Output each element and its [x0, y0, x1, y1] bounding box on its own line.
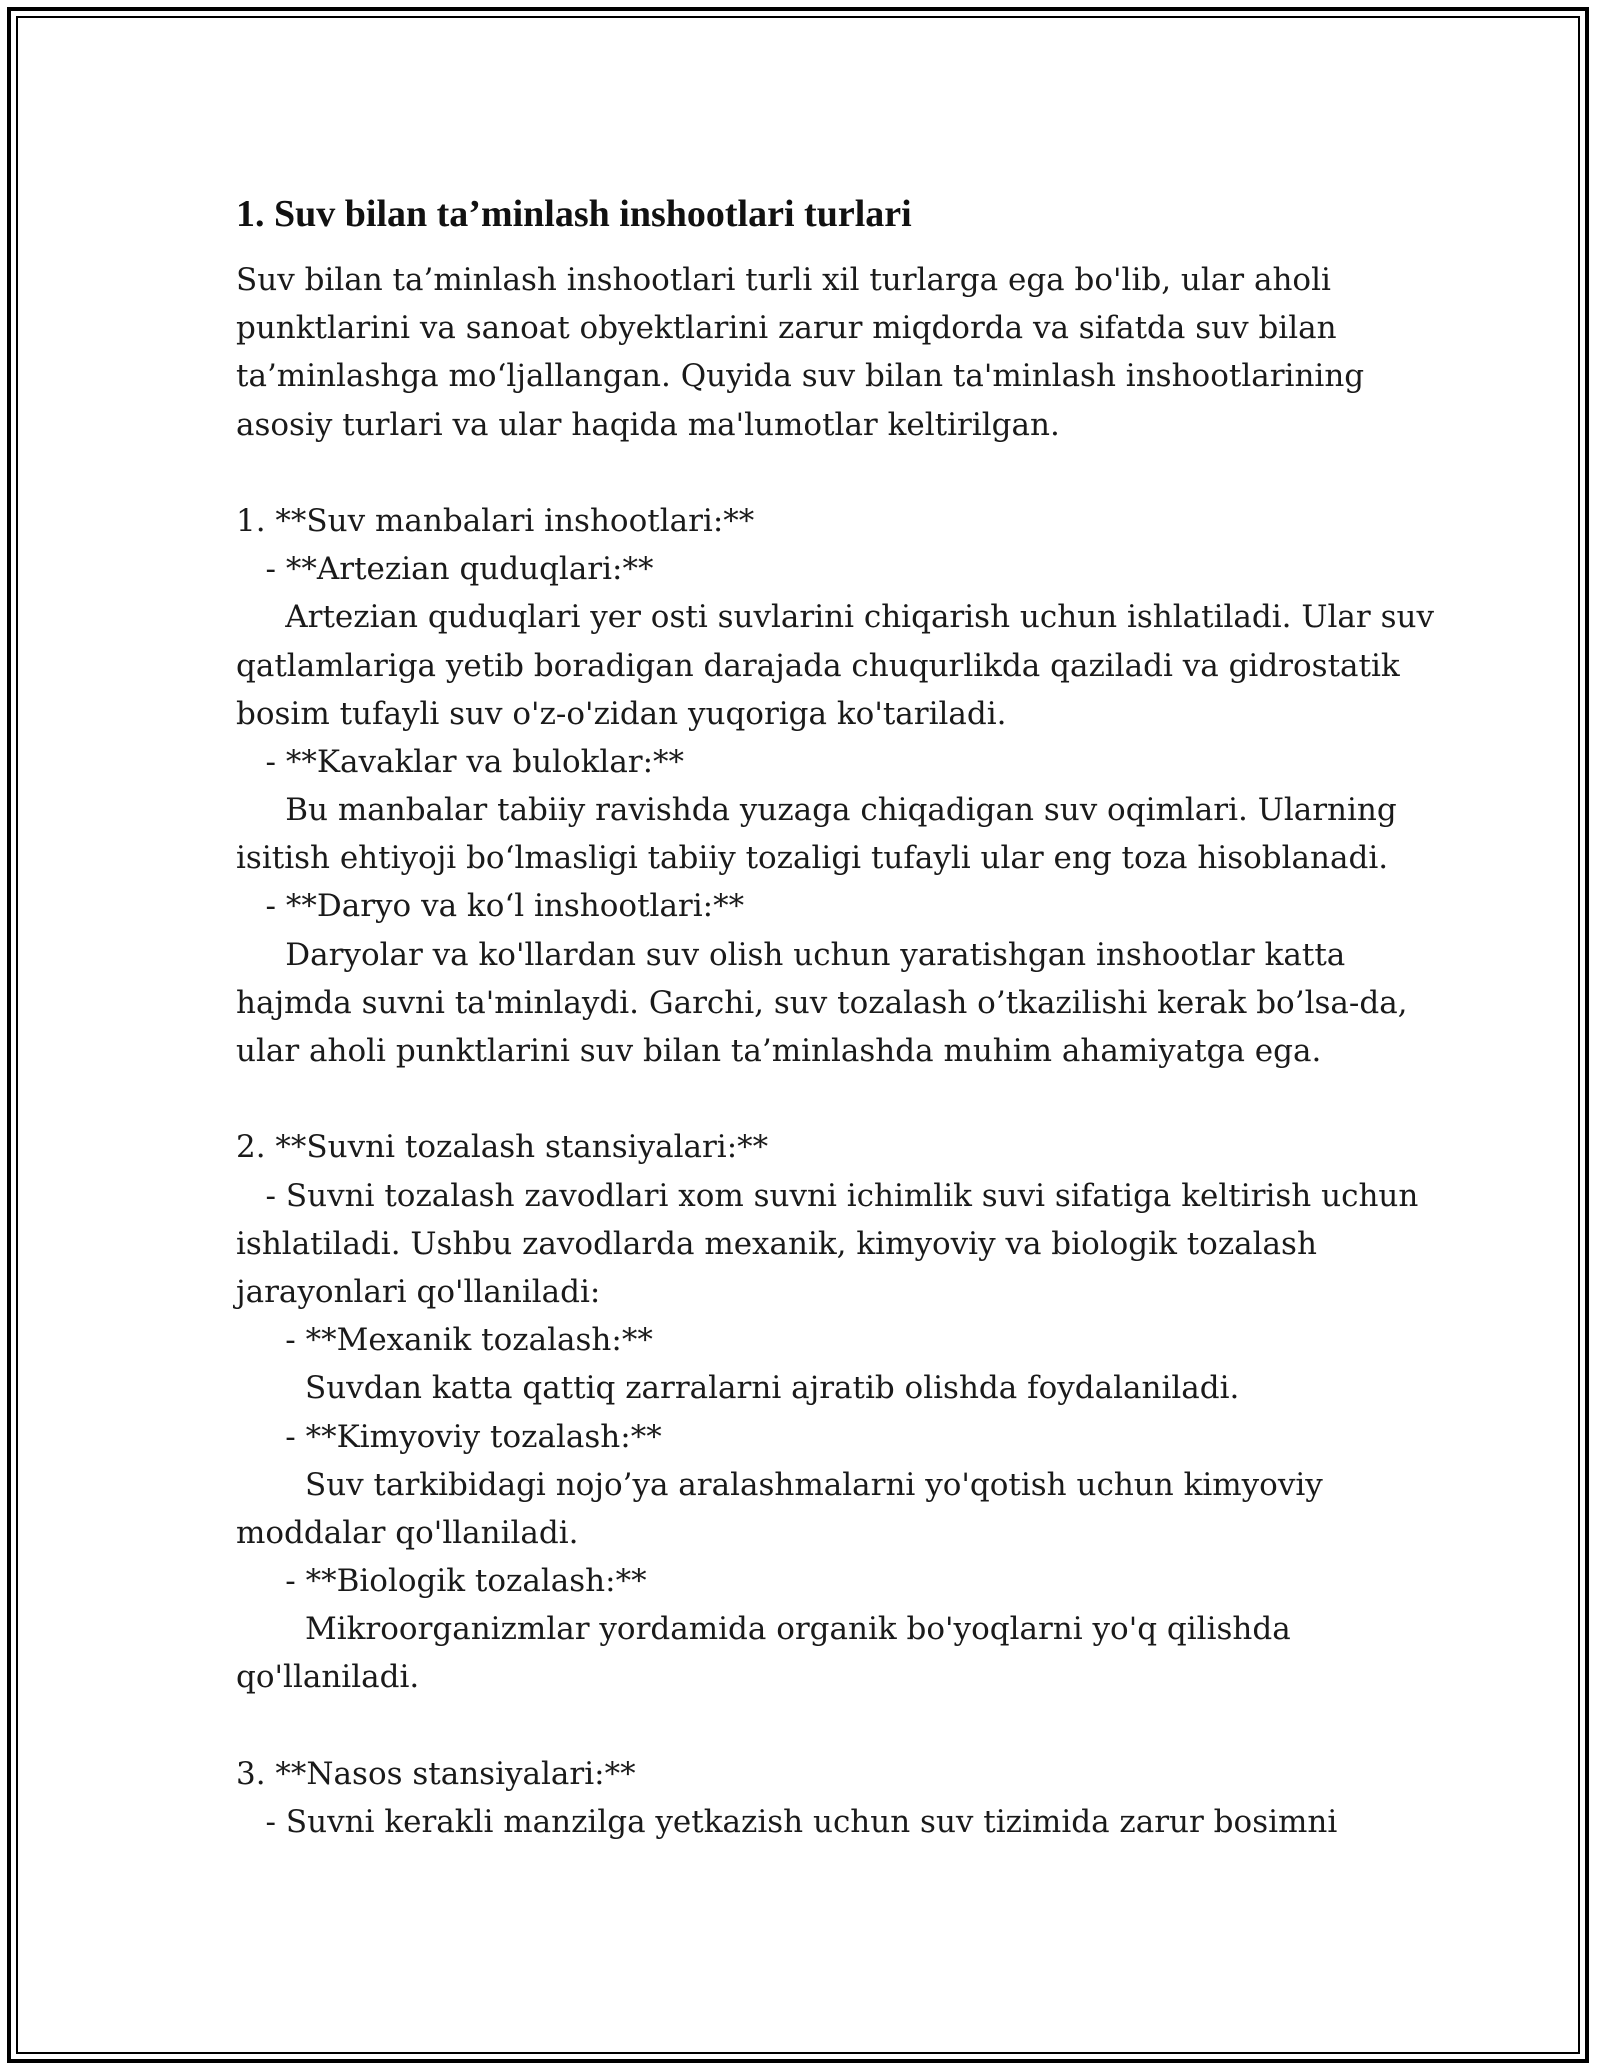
text-line: asosiy turlari va ular haqida ma'lumotlar keltirilgan. — [236, 406, 1060, 443]
text-line: Suv bilan ta’minlash inshootlari turli xil turlarga ega bo'lib, ular aholi — [236, 262, 1331, 298]
blank-line — [236, 1702, 1386, 1750]
text-line: ular aholi punktlarini suv bilan ta’minlashda muhim ahamiyatga ega. — [236, 1033, 1322, 1069]
list-subheading: - **Kimyoviy tozalash:** — [236, 1418, 662, 1455]
text-line: isitish ehtiyoji boʻlmasligi tabiiy tozaligi tufayli ular eng toza hisoblanadi. — [236, 840, 1389, 877]
list-subheading: - **Artezian quduqlari:** — [236, 551, 654, 588]
blank-line — [236, 1075, 1386, 1123]
list-heading: 2. **Suvni tozalash stansiyalari:** — [236, 1129, 769, 1166]
list-heading: 3. **Nasos stansiyalari:** — [236, 1755, 636, 1792]
text-line: jarayonlari qo'llaniladi: — [236, 1273, 601, 1310]
text-line: - Suvni kerakli manzilga yetkazish uchun suv tizimida zarur bosimni — [236, 1804, 1338, 1840]
document-body — [236, 186, 1434, 1846]
document-text — [236, 256, 1434, 1846]
document-title: 1. Suv bilan ta’minlash inshootlari turlari — [236, 193, 912, 235]
list-subheading: - **Biologik tozalash:** — [236, 1563, 647, 1600]
text-line: hajmda suvni ta'minlaydi. Garchi, suv tozalash o’tkazilishi kerak bo’lsa-da, — [236, 984, 1408, 1021]
text-line: Suv tarkibidagi nojo’ya aralashmalarni yo'qotish uchun kimyoviy — [236, 1466, 1323, 1503]
list-subheading: - **Kavaklar va buloklar:** — [236, 743, 685, 780]
text-line: moddalar qo'llaniladi. — [236, 1514, 579, 1551]
text-line: qatlamlariga yetib boradigan darajada chuqurlikda qaziladi va gidrostatik — [236, 647, 1400, 684]
text-line: Suvdan katta qattiq zarralarni ajratib olishda foydalaniladi. — [236, 1370, 1240, 1407]
text-line: ta’minlashga moʻljallangan. Quyida suv bilan ta'minlash inshootlarining — [236, 358, 1365, 395]
text-line: qo'llaniladi. — [236, 1659, 420, 1696]
text-line: - Suvni tozalash zavodlari xom suvni ichimlik suvi sifatiga keltirish uchun — [236, 1177, 1419, 1214]
text-line: Artezian quduqlari yer osti suvlarini chiqarish uchun ishlatiladi. Ular suv — [236, 599, 1434, 636]
blank-line — [236, 449, 1386, 497]
text-line: Bu manbalar tabiiy ravishda yuzaga chiqadigan suv oqimlari. Ularning — [236, 792, 1397, 829]
list-subheading: - **Mexanik tozalash:** — [236, 1322, 653, 1359]
text-line: Mikroorganizmlar yordamida organik bo'yoqlarni yo'q qilishda — [236, 1611, 1291, 1648]
text-line: ishlatiladi. Ushbu zavodlarda mexanik, kimyoviy va biologik tozalash — [236, 1225, 1317, 1262]
text-line: bosim tufayli suv o'z-o'zidan yuqoriga ko'tariladi. — [236, 695, 1007, 732]
text-line: punktlarini va sanoat obyektlarini zarur miqdorda va sifatda suv bilan — [236, 310, 1337, 347]
list-heading: 1. **Suv manbalari inshootlari:** — [236, 502, 755, 539]
text-line: Daryolar va ko'llardan suv olish uchun yaratishgan inshootlar katta — [236, 936, 1346, 973]
list-subheading: - **Daryo va koʻl inshootlari:** — [236, 888, 745, 925]
